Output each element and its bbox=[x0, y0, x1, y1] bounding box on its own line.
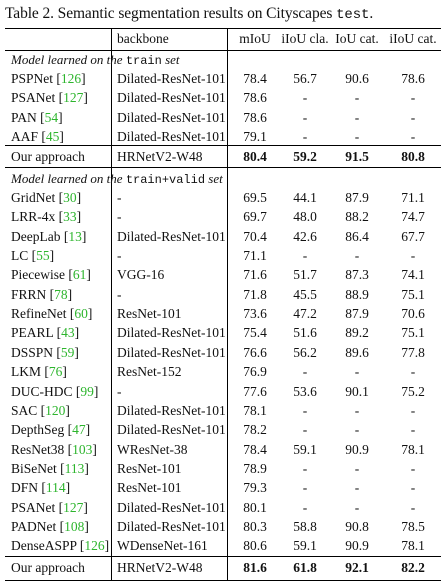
method-name: LC bbox=[11, 248, 29, 264]
miou-cell: 77.6 bbox=[243, 383, 267, 399]
iou-cat-cell: - bbox=[354, 499, 360, 515]
miou-cell: 73.6 bbox=[243, 306, 267, 322]
miou-cell: 69.7 bbox=[243, 209, 267, 225]
backbone-cell: ResNet-101 bbox=[117, 306, 182, 322]
iiou-cla-cell: 61.8 bbox=[293, 560, 317, 575]
backbone-cell: ResNet-101 bbox=[117, 480, 182, 496]
method-cell bbox=[11, 440, 97, 459]
bracket: [ bbox=[56, 344, 61, 360]
citation-ref: 126 bbox=[84, 538, 105, 554]
method-name: DSSPN bbox=[11, 344, 54, 360]
bracket: ] bbox=[81, 71, 86, 86]
iou-cat-cell: 92.1 bbox=[345, 560, 369, 575]
miou-cell: 71.8 bbox=[243, 286, 267, 302]
table-row bbox=[5, 246, 441, 265]
table-row bbox=[5, 69, 441, 88]
table-row bbox=[5, 304, 441, 323]
method-name: PSANet bbox=[11, 90, 56, 106]
iou-cat-cell: - bbox=[354, 90, 360, 106]
iiou-cat-cell: - bbox=[410, 364, 416, 380]
citation-ref: 43 bbox=[61, 325, 75, 341]
citation-ref: 99 bbox=[80, 383, 94, 399]
iiou-cla-cell: 51.6 bbox=[293, 325, 317, 341]
iou-cat-cell: - bbox=[354, 402, 360, 418]
method-cell bbox=[11, 265, 91, 284]
iou-cat-cell: 91.5 bbox=[345, 149, 369, 164]
method-name: LRR-4x bbox=[11, 209, 56, 225]
iiou-cla-cell: 42.6 bbox=[293, 228, 317, 244]
bracket: ] bbox=[104, 538, 110, 554]
iou-cat-cell: 90.8 bbox=[345, 518, 369, 534]
backbone-cell: Dilated-ResNet-101 bbox=[117, 518, 226, 534]
method-cell bbox=[11, 127, 64, 146]
table-row bbox=[5, 517, 441, 536]
backbone-cell: Dilated-ResNet-101 bbox=[117, 109, 226, 125]
miou-cell: 78.6 bbox=[243, 90, 267, 106]
citation-ref: 120 bbox=[45, 402, 66, 418]
iiou-cat-cell: 78.5 bbox=[401, 518, 425, 534]
method-name: FRRN bbox=[11, 286, 47, 302]
table-rule bbox=[5, 167, 441, 168]
miou-cell: 78.4 bbox=[243, 441, 267, 457]
iou-cat-cell: - bbox=[354, 109, 360, 125]
citation-ref: 61 bbox=[72, 267, 87, 283]
method-name: DFN bbox=[11, 480, 39, 496]
miou-cell: 70.4 bbox=[243, 228, 267, 244]
citation-ref: 59 bbox=[60, 344, 75, 360]
bracket: ] bbox=[49, 248, 55, 264]
method-cell bbox=[11, 246, 54, 265]
bracket: [ bbox=[67, 441, 73, 457]
method-cell bbox=[11, 420, 90, 439]
iiou-cla-cell: - bbox=[302, 364, 308, 380]
iiou-cat-cell: 70.6 bbox=[401, 306, 425, 322]
bracket: [ bbox=[31, 248, 37, 264]
miou-cell: 76.6 bbox=[243, 344, 267, 360]
method-name: AAF bbox=[11, 128, 39, 144]
bracket: ] bbox=[92, 441, 97, 457]
bracket: ] bbox=[74, 325, 80, 341]
table-row bbox=[5, 459, 441, 478]
method-cell bbox=[11, 147, 85, 166]
backbone-cell: Dilated-ResNet-101 bbox=[117, 71, 226, 86]
method-name: LKM bbox=[11, 364, 41, 380]
table-row bbox=[5, 362, 441, 381]
citation-ref: 13 bbox=[68, 228, 82, 244]
table-row bbox=[5, 227, 441, 246]
iiou-cat-cell: - bbox=[410, 402, 416, 418]
iou-cat-cell: 90.6 bbox=[345, 71, 369, 86]
iiou-cat-cell: - bbox=[410, 248, 416, 264]
caption-end: . bbox=[369, 5, 374, 22]
method-name: PADNet bbox=[11, 518, 57, 534]
citation-ref: 78 bbox=[54, 286, 68, 302]
miou-cell: 69.5 bbox=[243, 190, 267, 205]
iiou-cat-cell: - bbox=[410, 422, 416, 438]
bracket: ] bbox=[65, 402, 70, 418]
caption-dataset-split: test bbox=[336, 7, 370, 23]
method-cell bbox=[11, 459, 89, 478]
bracket: [ bbox=[40, 109, 45, 125]
method-cell bbox=[11, 88, 88, 107]
iou-cat-cell: - bbox=[354, 422, 360, 438]
method-name: PSANet bbox=[11, 499, 56, 515]
iiou-cla-cell: 44.1 bbox=[293, 190, 317, 205]
iiou-cat-cell: 80.8 bbox=[401, 149, 425, 164]
iou-cat-cell: 88.9 bbox=[345, 286, 369, 302]
bracket: ] bbox=[74, 344, 79, 360]
iiou-cat-cell: 74.1 bbox=[401, 267, 425, 283]
iiou-cat-cell: - bbox=[410, 90, 416, 106]
bracket: [ bbox=[60, 460, 65, 476]
iiou-cat-cell: 67.7 bbox=[401, 228, 425, 244]
bracket: [ bbox=[67, 422, 73, 438]
citation-ref: 114 bbox=[45, 480, 66, 496]
method-name: SAC bbox=[11, 402, 38, 418]
iiou-cat-cell: 75.1 bbox=[401, 286, 425, 302]
iou-cat-cell: - bbox=[354, 248, 360, 264]
iiou-cla-cell: 47.2 bbox=[293, 306, 317, 322]
backbone-cell: - bbox=[117, 383, 122, 399]
iou-cat-cell: 87.9 bbox=[345, 306, 369, 322]
method-name: GridNet bbox=[11, 190, 56, 205]
backbone-cell: - bbox=[117, 209, 122, 225]
bracket: ] bbox=[67, 286, 73, 302]
citation-ref: 55 bbox=[36, 248, 50, 264]
iou-cat-cell: 86.4 bbox=[345, 228, 369, 244]
backbone-cell: - bbox=[117, 248, 122, 264]
backbone-cell: ResNet-152 bbox=[117, 364, 182, 380]
bracket: [ bbox=[68, 267, 73, 283]
bracket: [ bbox=[56, 71, 61, 86]
table-row bbox=[5, 478, 441, 497]
citation-ref: 47 bbox=[72, 422, 86, 438]
backbone-cell: Dilated-ResNet-101 bbox=[117, 228, 226, 244]
miou-cell: 78.2 bbox=[243, 422, 267, 438]
iiou-cla-cell: 59.2 bbox=[293, 149, 317, 164]
iou-cat-cell: - bbox=[354, 364, 360, 380]
miou-cell: 76.9 bbox=[243, 364, 267, 380]
miou-cell: 78.9 bbox=[243, 460, 267, 476]
bracket: [ bbox=[58, 190, 64, 205]
citation-ref: 76 bbox=[48, 364, 63, 380]
citation-ref: 108 bbox=[64, 518, 85, 534]
table-row bbox=[5, 536, 441, 555]
iiou-cla-cell: - bbox=[302, 402, 308, 418]
bracket: ] bbox=[83, 499, 88, 515]
table-row bbox=[5, 127, 441, 146]
method-cell bbox=[11, 285, 72, 304]
bracket: ] bbox=[83, 90, 88, 106]
method-name: PEARL bbox=[11, 325, 54, 341]
iiou-cat-cell: - bbox=[410, 480, 416, 496]
bracket: [ bbox=[69, 306, 75, 322]
iiou-cla-cell: - bbox=[302, 90, 308, 106]
method-name: PAN bbox=[11, 109, 37, 125]
caption-text: Table 2. Semantic segmentation results on Cityscapes bbox=[5, 5, 337, 22]
method-cell bbox=[11, 108, 63, 127]
iiou-cat-cell: 78.1 bbox=[401, 441, 425, 457]
citation-ref: 113 bbox=[64, 460, 85, 476]
bracket: [ bbox=[79, 538, 85, 554]
backbone-cell: Dilated-ResNet-101 bbox=[117, 344, 226, 360]
method-cell bbox=[11, 382, 98, 401]
iiou-cat-cell: - bbox=[410, 499, 416, 515]
method-name: DepthSeg bbox=[11, 422, 65, 438]
bracket: ] bbox=[58, 109, 63, 125]
bracket: ] bbox=[87, 306, 93, 322]
backbone-cell: Dilated-ResNet-101 bbox=[117, 325, 226, 341]
iou-cat-cell: - bbox=[354, 480, 360, 496]
iiou-cla-cell: - bbox=[302, 480, 308, 496]
bracket: ] bbox=[81, 228, 87, 244]
table-rule bbox=[5, 580, 441, 581]
citation-ref: 45 bbox=[45, 128, 60, 144]
citation-ref: 30 bbox=[63, 190, 77, 205]
method-cell bbox=[11, 558, 85, 577]
miou-cell: 71.1 bbox=[243, 248, 267, 264]
table-row bbox=[5, 558, 441, 577]
iou-cat-cell: 87.9 bbox=[345, 190, 369, 205]
iou-cat-cell: - bbox=[354, 128, 360, 144]
method-name: BiSeNet bbox=[11, 460, 57, 476]
bracket: ] bbox=[59, 128, 64, 144]
miou-cell: 78.1 bbox=[243, 402, 267, 418]
citation-ref: 54 bbox=[44, 109, 59, 125]
header-iiou-cat: iIoU cat. bbox=[389, 31, 437, 46]
table-row bbox=[5, 265, 441, 284]
table-row bbox=[5, 498, 441, 517]
miou-cell: 80.1 bbox=[243, 499, 267, 515]
bracket: [ bbox=[41, 480, 46, 496]
miou-cell: 79.1 bbox=[243, 128, 267, 144]
bracket: ] bbox=[84, 460, 89, 476]
iiou-cla-cell: - bbox=[302, 248, 308, 264]
backbone-cell: HRNetV2-W48 bbox=[117, 149, 203, 164]
table-row bbox=[5, 323, 441, 342]
section-train-valid-heading: Model learned on the train+valid set bbox=[11, 171, 223, 187]
method-cell bbox=[11, 227, 86, 246]
bracket: [ bbox=[56, 325, 62, 341]
method-cell bbox=[11, 498, 88, 517]
iiou-cla-cell: - bbox=[302, 499, 308, 515]
iou-cat-cell: 90.9 bbox=[345, 441, 369, 457]
citation-ref: 33 bbox=[63, 209, 77, 225]
citation-ref: 127 bbox=[63, 90, 84, 106]
method-cell bbox=[11, 343, 79, 362]
iiou-cat-cell: 82.2 bbox=[401, 560, 425, 575]
table-row bbox=[5, 188, 441, 207]
method-name: ResNet38 bbox=[11, 441, 65, 457]
backbone-cell: Dilated-ResNet-101 bbox=[117, 402, 226, 418]
miou-cell: 81.6 bbox=[243, 560, 267, 575]
table-row bbox=[5, 88, 441, 107]
iiou-cla-cell: - bbox=[302, 128, 308, 144]
method-cell bbox=[11, 536, 109, 555]
method-cell bbox=[11, 304, 92, 323]
method-cell bbox=[11, 478, 70, 497]
method-cell bbox=[11, 401, 70, 420]
iiou-cat-cell: - bbox=[410, 128, 416, 144]
backbone-cell: WDenseNet-161 bbox=[117, 538, 208, 554]
bracket: ] bbox=[62, 364, 67, 380]
bracket: [ bbox=[40, 402, 46, 418]
method-name: PSPNet bbox=[11, 71, 54, 86]
method-name: Our approach bbox=[11, 149, 85, 164]
iiou-cat-cell: 71.1 bbox=[401, 190, 425, 205]
bracket: [ bbox=[49, 286, 55, 302]
table-rule bbox=[5, 556, 441, 557]
iou-cat-cell: 90.1 bbox=[345, 383, 369, 399]
method-cell bbox=[11, 207, 81, 226]
backbone-cell: WResNet-38 bbox=[117, 441, 188, 457]
table-caption bbox=[5, 5, 373, 23]
iiou-cat-cell: - bbox=[410, 460, 416, 476]
iiou-cla-cell: 59.1 bbox=[293, 441, 317, 457]
method-cell bbox=[11, 517, 89, 536]
section-train-heading: Model learned on the train set bbox=[11, 52, 180, 68]
iou-cat-cell: 89.2 bbox=[345, 325, 369, 341]
bracket: [ bbox=[75, 383, 81, 399]
bracket: ] bbox=[85, 422, 91, 438]
backbone-cell: Dilated-ResNet-101 bbox=[117, 422, 226, 438]
bracket: [ bbox=[59, 518, 65, 534]
table-row bbox=[5, 382, 441, 401]
method-cell bbox=[11, 323, 79, 342]
iiou-cla-cell: 56.7 bbox=[293, 71, 317, 86]
iou-cat-cell: - bbox=[354, 460, 360, 476]
iiou-cla-cell: 59.1 bbox=[293, 538, 317, 554]
table-row bbox=[5, 207, 441, 226]
iiou-cla-cell: - bbox=[302, 109, 308, 125]
bracket: [ bbox=[44, 364, 49, 380]
backbone-cell: Dilated-ResNet-101 bbox=[117, 499, 226, 515]
miou-cell: 78.6 bbox=[243, 109, 267, 125]
header-miou: mIoU bbox=[239, 31, 271, 46]
method-name: DUC-HDC bbox=[11, 383, 73, 399]
citation-ref: 103 bbox=[72, 441, 93, 457]
results-table bbox=[5, 28, 441, 581]
citation-ref: 60 bbox=[74, 306, 88, 322]
bracket: ] bbox=[93, 383, 99, 399]
method-name: DenseASPP bbox=[11, 538, 77, 554]
miou-cell: 71.6 bbox=[243, 267, 267, 283]
bracket: ] bbox=[76, 209, 82, 225]
iiou-cat-cell: 78.6 bbox=[401, 71, 425, 86]
method-name: DeepLab bbox=[11, 228, 61, 244]
method-cell bbox=[11, 69, 86, 88]
miou-cell: 79.3 bbox=[243, 480, 267, 496]
iou-cat-cell: 89.6 bbox=[345, 344, 369, 360]
header-iiou-cla: iIoU cla. bbox=[281, 31, 329, 46]
miou-cell: 78.4 bbox=[243, 71, 267, 86]
iiou-cla-cell: 51.7 bbox=[293, 267, 317, 283]
iou-cat-cell: 87.3 bbox=[345, 267, 369, 283]
backbone-cell: ResNet-101 bbox=[117, 460, 182, 476]
bracket: ] bbox=[76, 190, 82, 205]
iiou-cat-cell: 75.2 bbox=[401, 383, 425, 399]
miou-cell: 80.3 bbox=[243, 518, 267, 534]
method-name: Our approach bbox=[11, 560, 85, 575]
backbone-cell: VGG-16 bbox=[117, 267, 165, 283]
table-row bbox=[5, 343, 441, 362]
iiou-cat-cell: 75.1 bbox=[401, 325, 425, 341]
iiou-cla-cell: 56.2 bbox=[293, 344, 317, 360]
backbone-cell: Dilated-ResNet-101 bbox=[117, 128, 226, 144]
backbone-cell: Dilated-ResNet-101 bbox=[117, 90, 226, 106]
backbone-cell: - bbox=[117, 190, 122, 205]
bracket: [ bbox=[41, 128, 46, 144]
method-name: RefineNet bbox=[11, 306, 67, 322]
table-row bbox=[5, 285, 441, 304]
miou-cell: 80.6 bbox=[243, 538, 267, 554]
miou-cell: 75.4 bbox=[243, 325, 267, 341]
backbone-cell: - bbox=[117, 286, 122, 302]
header-backbone: backbone bbox=[117, 31, 169, 46]
table-row bbox=[5, 420, 441, 439]
iiou-cat-cell: - bbox=[410, 109, 416, 125]
iou-cat-cell: 88.2 bbox=[345, 209, 369, 225]
iiou-cla-cell: 45.5 bbox=[293, 286, 317, 302]
method-name: Piecewise bbox=[11, 267, 65, 283]
bracket: [ bbox=[58, 90, 64, 106]
backbone-cell: HRNetV2-W48 bbox=[117, 560, 203, 575]
bracket: ] bbox=[84, 518, 89, 534]
bracket: ] bbox=[86, 267, 91, 283]
bracket: ] bbox=[65, 480, 71, 496]
citation-ref: 126 bbox=[60, 71, 82, 86]
table-row bbox=[5, 108, 441, 127]
iiou-cat-cell: 77.8 bbox=[401, 344, 425, 360]
table-row bbox=[5, 401, 441, 420]
bracket: [ bbox=[58, 499, 64, 515]
method-cell bbox=[11, 188, 81, 207]
iou-cat-cell: 90.9 bbox=[345, 538, 369, 554]
iiou-cla-cell: - bbox=[302, 460, 308, 476]
iiou-cat-cell: 78.1 bbox=[401, 538, 425, 554]
method-cell bbox=[11, 362, 67, 381]
bracket: [ bbox=[63, 228, 69, 244]
iiou-cat-cell: 74.7 bbox=[401, 209, 425, 225]
iiou-cla-cell: 48.0 bbox=[293, 209, 317, 225]
table-row bbox=[5, 147, 441, 166]
miou-cell: 80.4 bbox=[243, 149, 267, 164]
header-iou-cat: IoU cat. bbox=[335, 31, 379, 46]
iiou-cla-cell: 58.8 bbox=[293, 518, 317, 534]
iiou-cla-cell: 53.6 bbox=[293, 383, 317, 399]
table-row bbox=[5, 440, 441, 459]
citation-ref: 127 bbox=[63, 499, 84, 515]
iiou-cla-cell: - bbox=[302, 422, 308, 438]
bracket: [ bbox=[58, 209, 64, 225]
